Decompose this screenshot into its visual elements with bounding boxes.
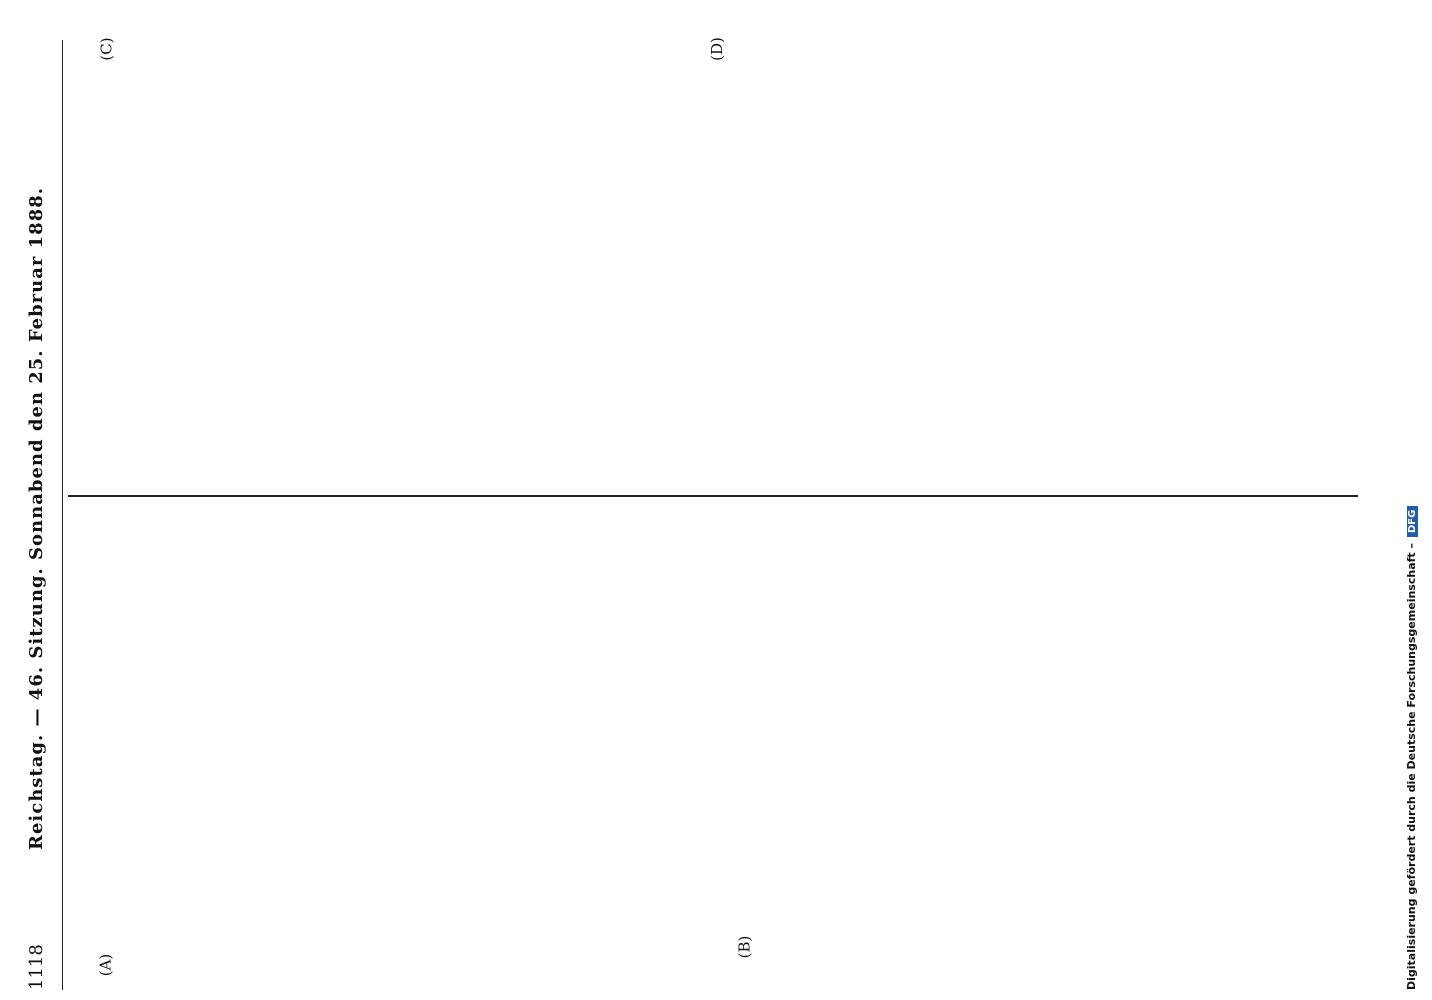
credit-text: Digitalisierung gefördert durch die Deutsche Forschungsgemeinschaft – [1405,543,1418,990]
text-column-left [70,505,1360,985]
session-title: Reichstag. — 46. Sitzung. Sonnabend den 25. Februar 1888. [26,186,47,850]
page-header [20,10,60,990]
header-rule [62,40,63,990]
margin-letter-a: (A) [96,953,115,977]
margin-letter-b: (B) [735,935,754,959]
column-divider [68,495,1358,497]
margin-letter-c: (C) [97,37,116,61]
margin-letter-d: (D) [707,37,726,61]
digitization-credit [1405,0,1427,990]
dfg-logo: DFG [1407,506,1418,537]
text-column-right [70,40,1360,485]
page-number: 1118 [26,944,47,990]
